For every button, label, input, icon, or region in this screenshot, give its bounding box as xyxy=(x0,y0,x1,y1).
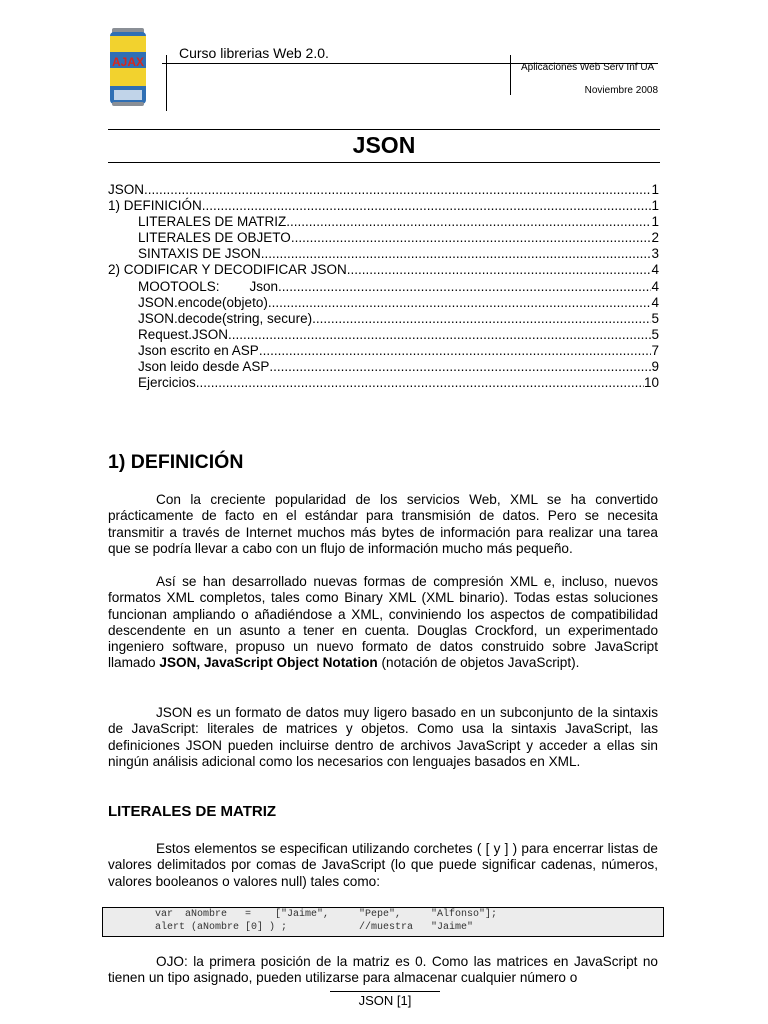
section-heading-definicion: 1) DEFINICIÓN xyxy=(108,451,244,473)
course-title: Curso librerias Web 2.0. xyxy=(179,45,329,61)
page-title: JSON xyxy=(352,132,416,158)
toc-entry[interactable]: Request.JSON ..... 5 xyxy=(108,327,659,343)
toc-entry[interactable]: JSON.encode(objeto) ..... 4 xyxy=(108,295,659,311)
svg-text:AJAX: AJAX xyxy=(111,55,145,69)
code-line: var aNombre = ["Jaime", "Pepe", "Alfonso"]; xyxy=(155,909,498,920)
header-date: Noviembre 2008 xyxy=(584,85,658,96)
paragraph: Así se han desarrollado nuevas formas de compresión XML e, incluso, nuevos formatos XML completos, tales como Binary XML (XML binario). Todas estas soluciones funcionan ampliando o añadiéndose a XML, conviniendo los aspectos de compatibilidad descendente en un asunto a tener en cuenta. Douglas Crockford, un experimentado ingeniero software, propuso un nuevo formato de datos construido sobre JavaScript llamado JSON, JavaScript Object Notation (notación de objetos JavaScript). xyxy=(108,574,658,671)
bold-term: JSON, JavaScript Object Notation xyxy=(159,655,378,671)
paragraph: Estos elementos se especifican utilizando corchetes ( [ y ] ) para encerrar listas de valores delimitados por comas de JavaScript (lo que puede significar cadenas, números, valores booleanos o valores null) tales como: xyxy=(108,841,658,889)
toc-entry[interactable]: MOOTOOLS: Json ..... 4 xyxy=(108,279,659,295)
page-footer: JSON [1] xyxy=(358,993,412,1008)
toc-entry[interactable]: LITERALES DE MATRIZ ..... 1 xyxy=(108,214,659,230)
toc-entry[interactable]: 1) DEFINICIÓN ..... 1 xyxy=(108,198,659,214)
code-block xyxy=(102,907,664,937)
toc-entry[interactable]: Json escrito en ASP ..... 7 xyxy=(108,343,659,359)
table-of-contents xyxy=(108,182,659,391)
paragraph: JSON es un formato de datos muy ligero basado en un subconjunto de la sintaxis de JavaScript: literales de matrices y objetos. Como usa la sintaxis JavaScript, las definiciones JSON pueden incluirse dentro de archivos JavaScript y acceder a ellas sin ningún análisis adicional como los necesarios con lenguajes basados en XML. xyxy=(108,705,658,769)
title-rule-top xyxy=(108,129,660,130)
toc-entry[interactable]: Ejercicios ..... 10 xyxy=(108,375,659,391)
toc-entry[interactable]: 2) CODIFICAR Y DECODIFICAR JSON ..... 4 xyxy=(108,262,659,278)
paragraph: Con la creciente popularidad de los servicios Web, XML se ha convertido prácticamente de facto en el estándar para transmisión de datos. Pero se necesita transmitir a través de Internet muchos más bytes de información para realizar una tarea que se podría llevar a cabo con un flujo de información mucho más pequeño. xyxy=(108,492,658,556)
toc-entry[interactable]: JSON ..... 1 xyxy=(108,182,659,198)
toc-entry[interactable]: JSON.decode(string, secure) ..... 5 xyxy=(108,311,659,327)
title-rule-bottom xyxy=(108,162,660,163)
toc-entry[interactable]: LITERALES DE OBJETO ..... 2 xyxy=(108,230,659,246)
section-heading-literales-matriz: LITERALES DE MATRIZ xyxy=(108,803,277,820)
paragraph: OJO: la primera posición de la matriz es 0. Como las matrices en JavaScript no tienen un tipo asignado, pueden utilizarse para almacenar cualquier número o xyxy=(108,954,658,986)
ajax-logo xyxy=(108,26,148,108)
toc-entry[interactable]: Json leido desde ASP ..... 9 xyxy=(108,359,659,375)
footer-rule xyxy=(330,991,440,992)
toc-entry[interactable]: SINTAXIS DE JSON ..... 3 xyxy=(108,246,659,262)
header-divider-left xyxy=(166,55,167,111)
code-line: alert (aNombre [0] ) ; //muestra "Jaime" xyxy=(155,922,474,933)
header-app-name: Aplicaciones Web Serv Inf UA xyxy=(521,62,655,73)
header-divider-right xyxy=(510,55,511,95)
